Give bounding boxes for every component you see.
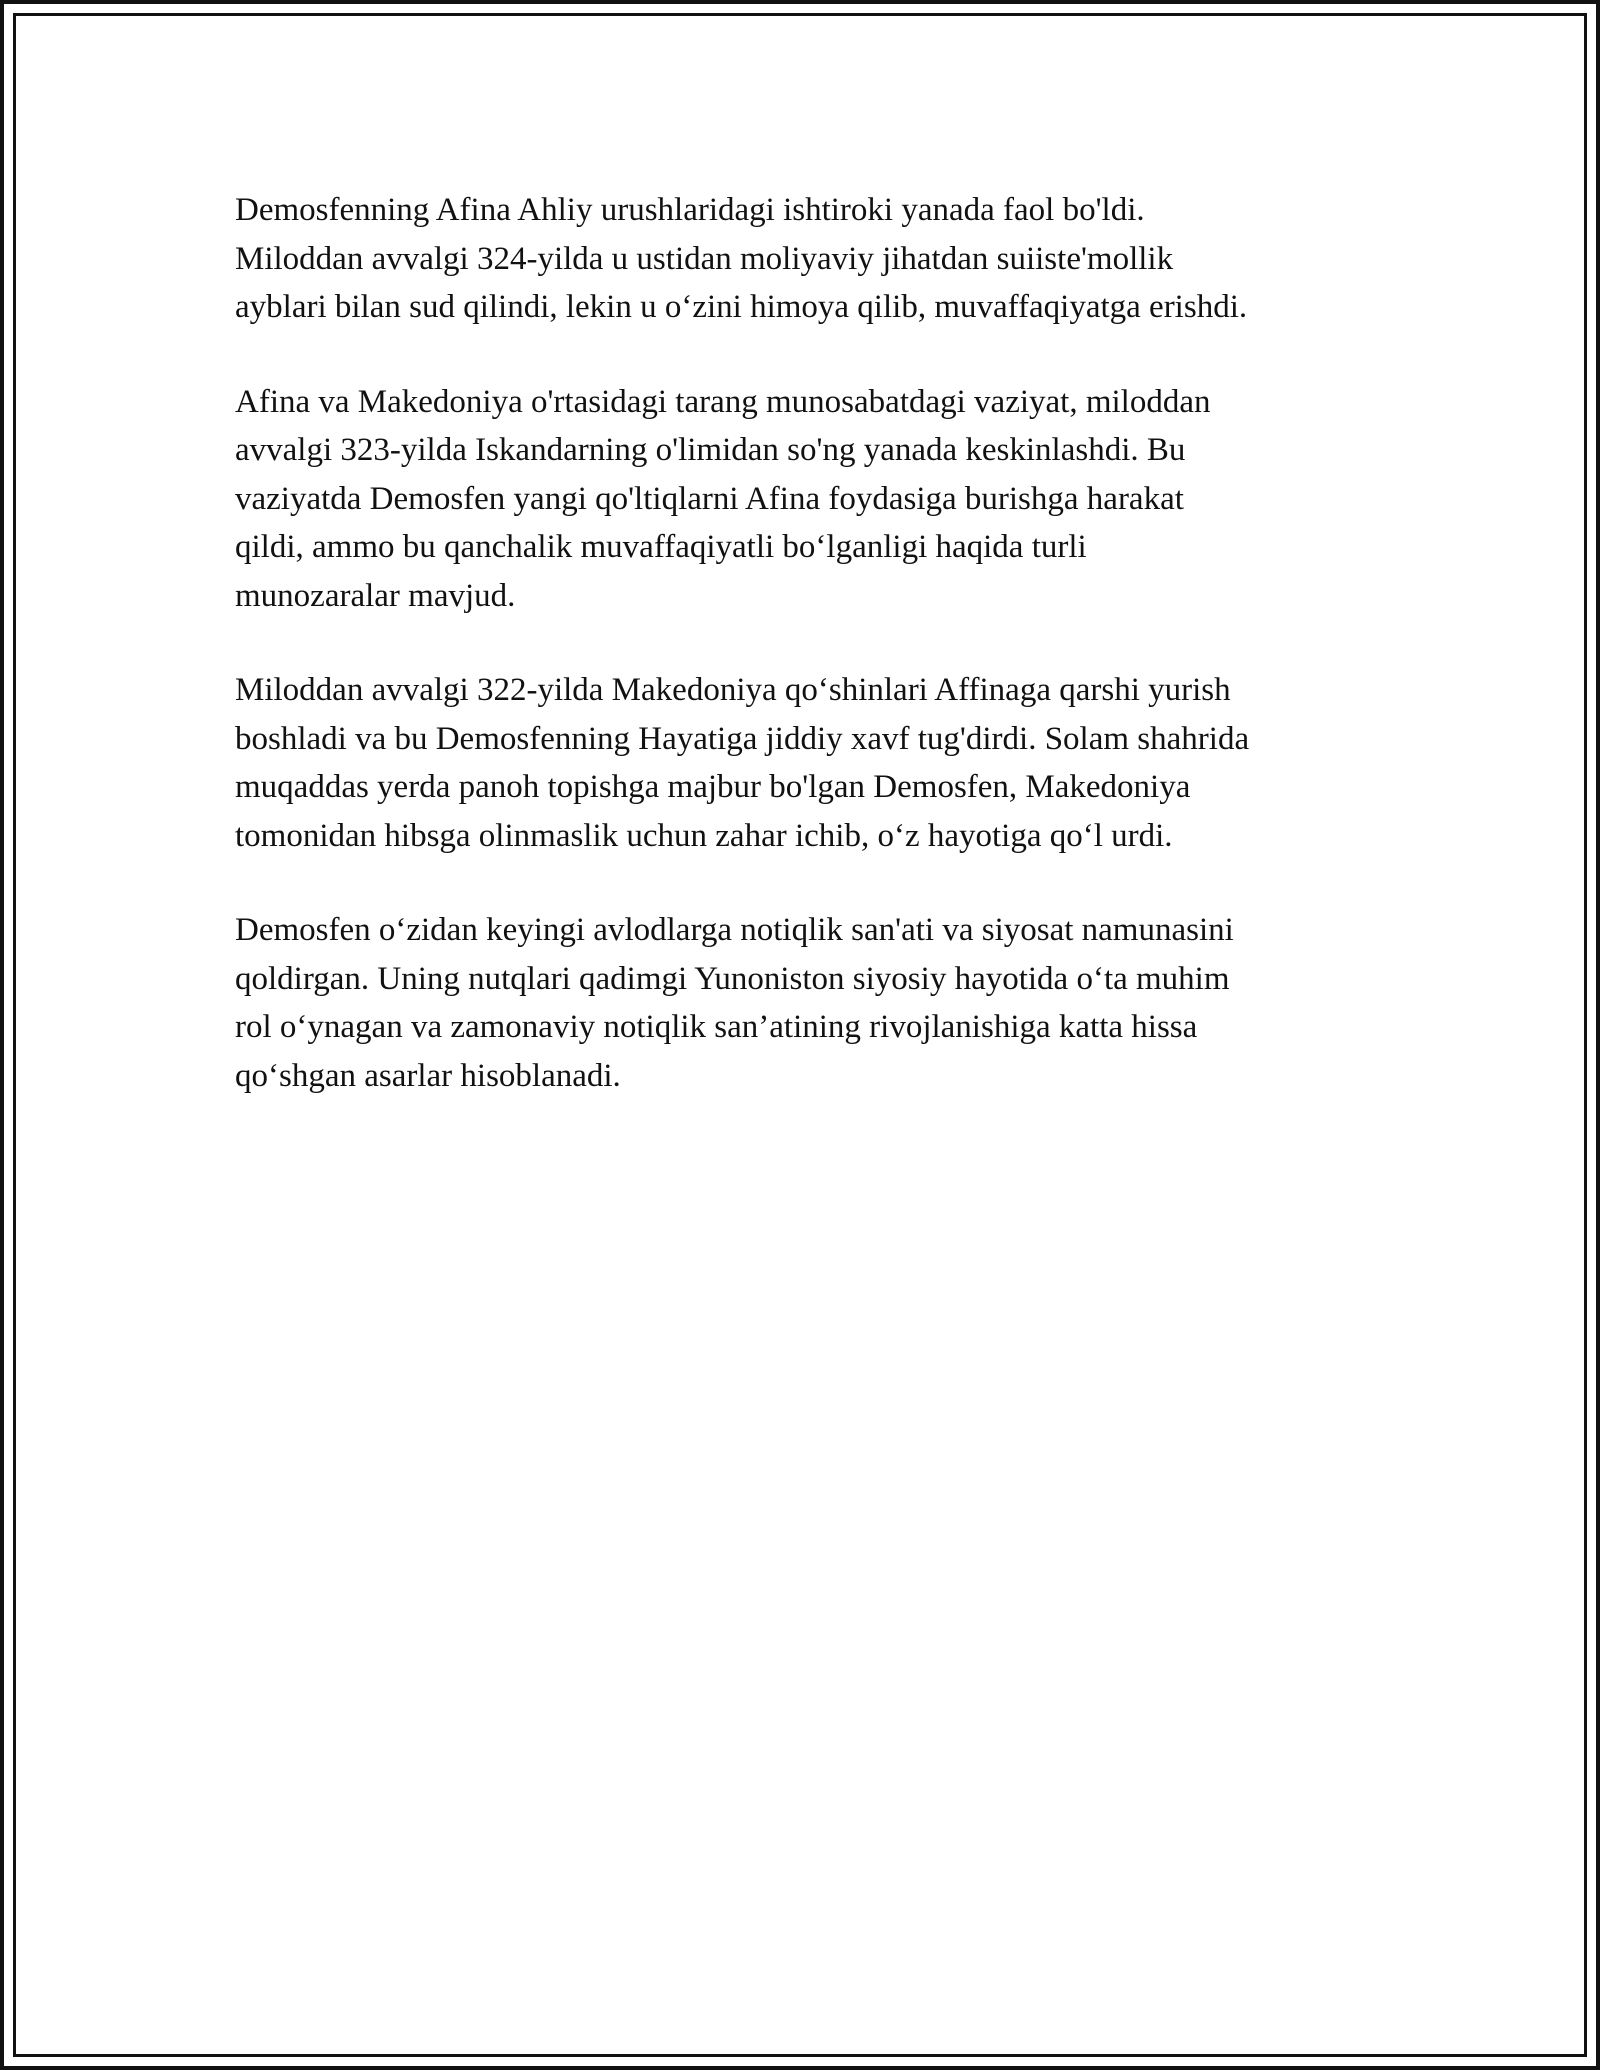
paragraph-4: Demosfen o‘zidan keyingi avlodlarga notiqlik san'ati va siyosat namunasini qoldirgan. Uning nutqlari qadimgi Yunoniston siyosiy hayotida o‘ta muhim rol o‘ynagan va zamonaviy notiqlik san’atining rivojlanishiga katta hissa qo‘shgan asarlar hisoblanadi. (235, 912, 1234, 1094)
document-body (235, 186, 1375, 1146)
paragraph-3: Miloddan avvalgi 322-yilda Makedoniya qo‘shinlari Affinaga qarshi yurish boshladi va bu Demosfenning Hayatiga jiddiy xavf tug'dirdi. Solam shahrida muqaddas yerda panoh topishga majbur bo'lgan Demosfen, Makedoniya tomonidan hibsga olinmaslik uchun zahar ichib, o‘z hayotiga qo‘l urdi. (235, 672, 1250, 854)
paragraph-2: Afina va Makedoniya o'rtasidagi tarang munosabatdagi vaziyat, miloddan avvalgi 323-yilda Iskandarning o'limidan so'ng yanada keskinlashdi. Bu vaziyatda Demosfen yangi qo'ltiqlarni Afina foydasiga burishga harakat qildi, ammo bu qanchalik muvaffaqiyatli bo‘lganligi haqida turli munozaralar mavjud. (235, 383, 1211, 614)
paragraph-1: Demosfenning Afina Ahliy urushlaridagi ishtiroki yanada faol bo'ldi. Miloddan avvalgi 324-yilda u ustidan moliyaviy jihatdan suiiste'mollik ayblari bilan sud qilindi, lekin u o‘zini himoya qilib, muvaffaqiyatga erishdi. (235, 192, 1248, 325)
